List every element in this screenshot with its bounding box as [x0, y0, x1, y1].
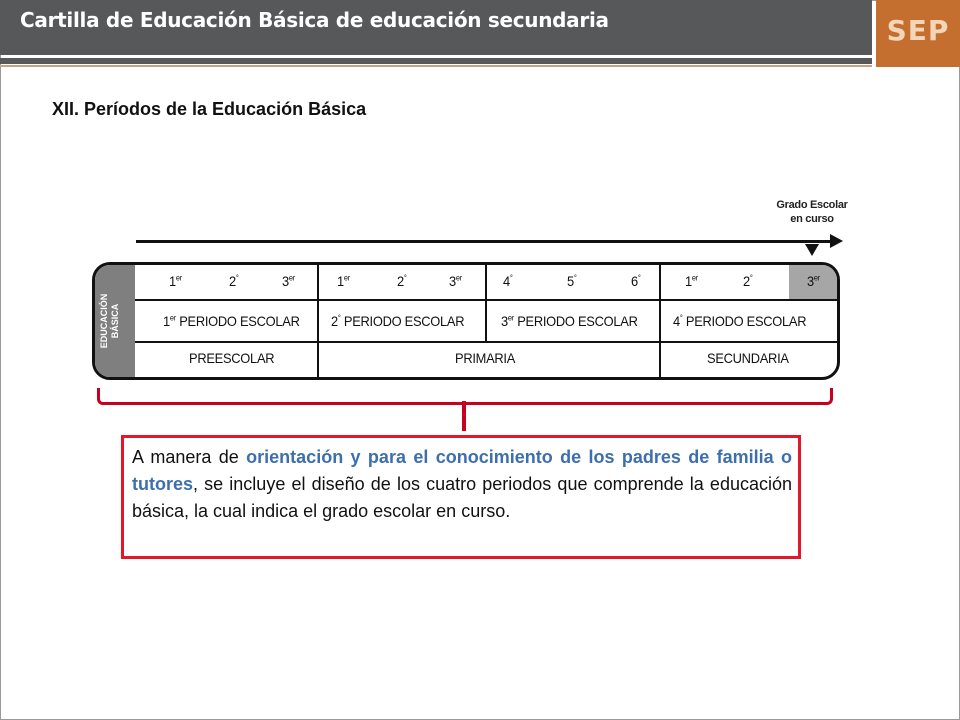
header-accent-line — [0, 65, 872, 67]
basic-education-side-label — [95, 265, 135, 377]
grade-cell: 1er — [685, 273, 698, 289]
side-label-line2: BÁSICA — [110, 303, 120, 339]
level-cell-preescolar: PREESCOLAR — [189, 350, 275, 366]
divider — [485, 265, 487, 299]
divider — [317, 343, 319, 377]
grades-row — [135, 265, 837, 301]
grade-cell: 1er — [337, 273, 350, 289]
section-title: XII. Períodos de la Educación Básica — [52, 99, 367, 119]
header-title: Cartilla de Educación Básica de educación secundaria — [20, 8, 609, 32]
grade-cell: 3er — [282, 273, 295, 289]
grade-cell-current: 3er — [807, 273, 820, 289]
grade-cell: 2° — [397, 273, 407, 289]
divider — [659, 265, 661, 299]
curly-bracket-right — [466, 388, 833, 405]
explanation-highlight: orientación y para el conocimiento de los padres de familia o tutores — [132, 447, 792, 494]
period-cell: 4° PERIODO ESCOLAR — [673, 313, 807, 329]
grade-cell: 3er — [449, 273, 462, 289]
grade-cell: 1er — [169, 273, 182, 289]
level-cell-primaria: PRIMARIA — [455, 350, 516, 366]
period-cell: 2° PERIODO ESCOLAR — [331, 313, 465, 329]
header-bar — [0, 0, 872, 55]
arrow-right-icon — [830, 234, 843, 248]
period-cell: 3er PERIODO ESCOLAR — [501, 313, 638, 329]
explanation-text: A manera de orientación y para el conocimiento de los padres de familia o tutores, se incluye el diseño de los cuatro periodos que comprende la educación básica, la cual indica el grado escolar en curso. — [132, 447, 792, 521]
grade-cell: 6° — [631, 273, 641, 289]
period-cell: 1er PERIODO ESCOLAR — [163, 313, 300, 329]
current-grade-marker-icon — [805, 244, 819, 256]
divider — [659, 343, 661, 377]
curly-bracket-left — [97, 388, 469, 405]
grade-cell: 5° — [567, 273, 577, 289]
explanation-box — [121, 435, 801, 559]
grade-cell: 2° — [743, 273, 753, 289]
grade-cell: 2° — [229, 273, 239, 289]
periods-row — [135, 301, 837, 343]
education-periods-diagram — [92, 262, 840, 380]
header-divider — [0, 58, 872, 64]
divider — [485, 301, 487, 341]
current-grade-label-line1: Grado Escolar — [776, 199, 848, 211]
side-label-line1: EDUCACIÓN — [99, 293, 109, 349]
sep-logo — [876, 0, 960, 67]
current-grade-label-line2: en curso — [790, 213, 834, 225]
levels-row — [135, 343, 837, 377]
timeline-arrow-line — [136, 240, 834, 243]
divider — [317, 265, 319, 299]
level-cell-secundaria: SECUNDARIA — [707, 350, 789, 366]
sep-logo-text: SEP — [886, 14, 950, 47]
divider — [659, 301, 661, 341]
curly-bracket-point — [462, 401, 466, 431]
divider — [317, 301, 319, 341]
current-grade-label — [770, 198, 854, 226]
grade-cell: 4° — [503, 273, 513, 289]
